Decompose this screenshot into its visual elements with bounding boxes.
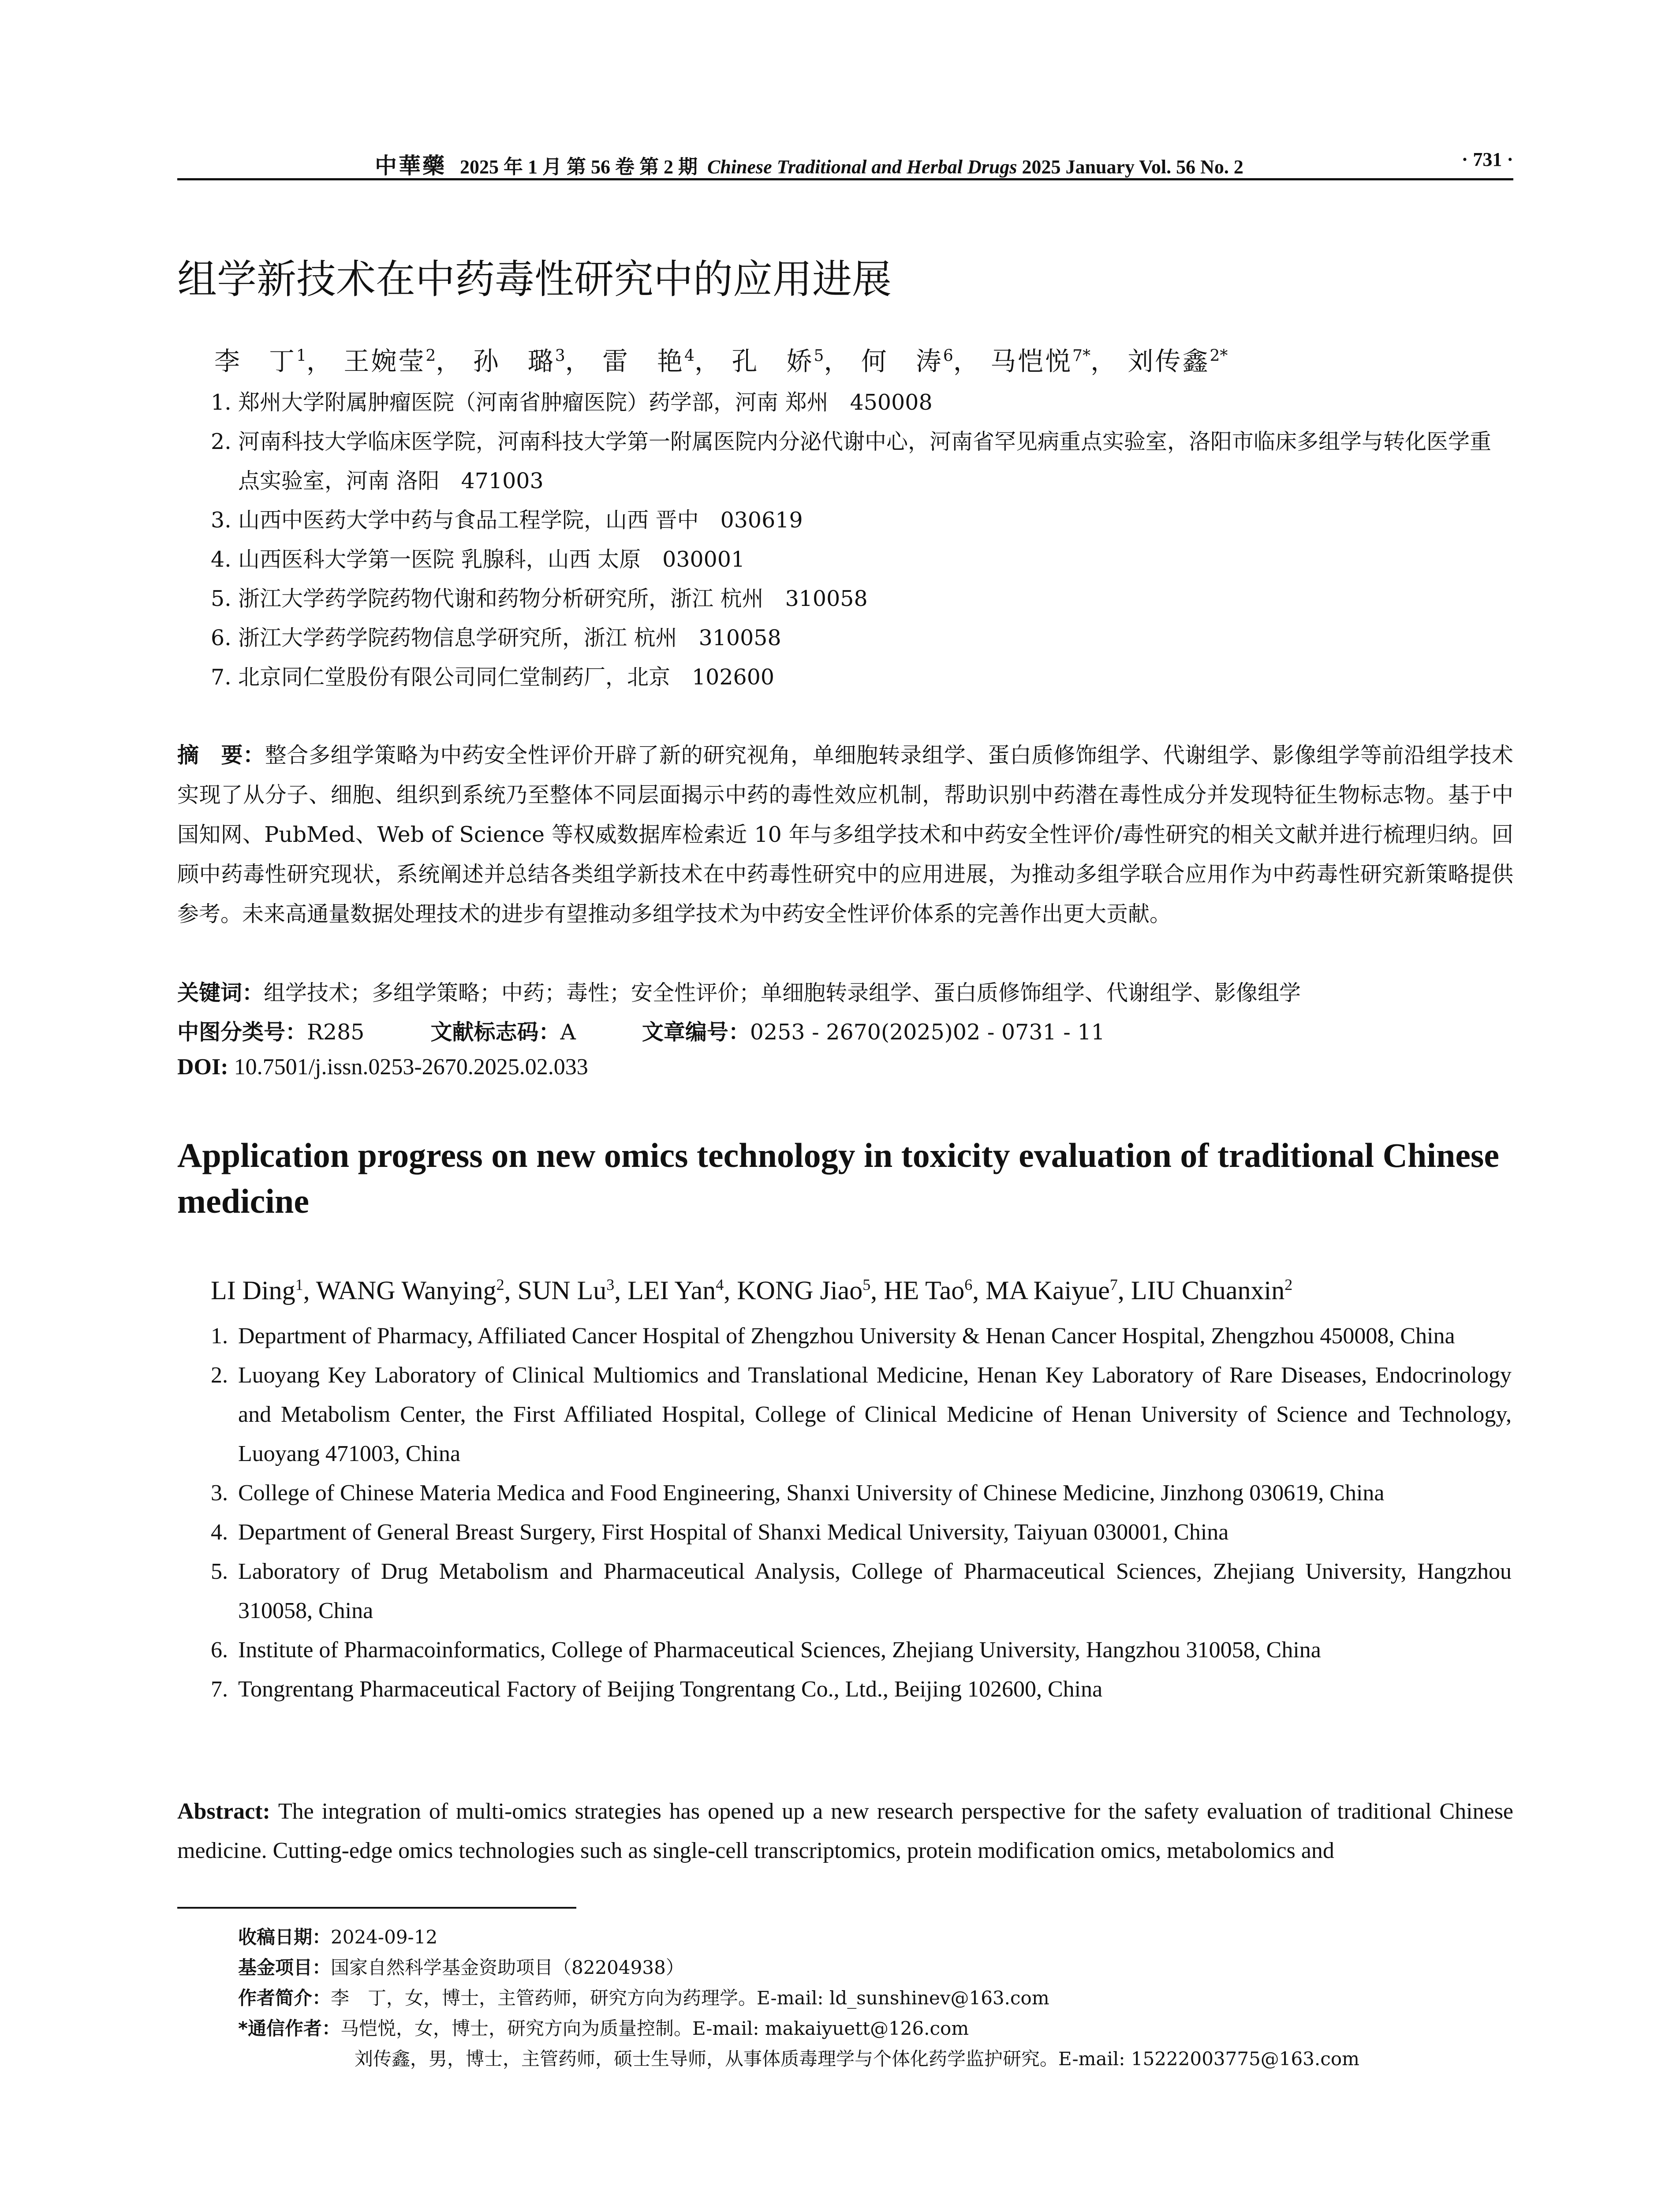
author-name: 孔 娇 — [732, 346, 814, 376]
en-abstract — [177, 1792, 1513, 1870]
affiliation-item — [211, 658, 1512, 697]
affiliation-number: 1. — [211, 1323, 228, 1349]
affiliation-number: 6. — [211, 1637, 228, 1663]
affiliation-text: Department of Pharmacy, Affiliated Cancer Hospital of Zhengzhou University & Henan Cancer Hospital, Zhengzhou 450008, China — [238, 1323, 1455, 1349]
cn-abstract-text: 整合多组学策略为中药安全性评价开辟了新的研究视角，单细胞转录组学、蛋白质修饰组学、代谢组学、影像组学等前沿组学技术实现了从分子、细胞、组织到系统乃至整体不同层面揭示中药的毒性效应机制，帮助识别中药潜在毒性成分并发现特征生物标志物。基于中国知网、PubMed、Web of Science 等权威数据库检索近 10 年与多组学技术和中药安全性评价/毒性研究的相关文献并进行梳理归纳。回顾中药毒性研究现状，系统阐述并总结各类组学新技术在中药毒性研究中的应用进展，为推动多组学联合应用作为中药毒性研究新策略提供参考。未来高通量数据处理技术的进步有望推动多组学技术为中药安全性评价体系的完善作出更大贡献。 — [177, 743, 1513, 927]
author-affiliation-mark: 7* — [1072, 347, 1091, 365]
affiliation-number: 4. — [211, 1520, 228, 1545]
affiliation-item — [211, 501, 1512, 540]
author-name: KONG Jiao — [737, 1276, 863, 1305]
en-title: Application progress on new omics technology in toxicity evaluation of traditional Chinese medicine — [177, 1136, 1500, 1220]
bio-label: 作者简介： — [238, 1987, 331, 2009]
clc-value: R285 — [307, 1020, 365, 1045]
corr-label: *通信作者： — [238, 2018, 340, 2039]
affiliation-number: 6. — [211, 625, 231, 650]
affiliation-number: 2. — [211, 429, 231, 454]
affiliation-number: 3. — [211, 1480, 228, 1506]
article-no-label: 文章编号： — [642, 1020, 750, 1045]
author-name: 雷 艳 — [602, 346, 685, 376]
author-name: MA Kaiyue — [986, 1276, 1110, 1305]
en-abstract-label: Abstract: — [177, 1799, 270, 1824]
doc-code-label: 文献标志码： — [430, 1020, 560, 1045]
author-name: WANG Wanying — [316, 1276, 497, 1305]
author-affiliation-mark: 1 — [295, 1276, 303, 1293]
affiliation-text: Tongrentang Pharmaceutical Factory of Beijing Tongrentang Co., Ltd., Beijing 102600, China — [238, 1677, 1103, 1702]
author-affiliation-mark: 5 — [814, 347, 824, 365]
author-name: 刘传鑫 — [1127, 346, 1210, 376]
page-number: · 731 · — [1461, 149, 1513, 170]
affiliation-item — [211, 540, 1512, 579]
cn-abstract-label: 摘 要： — [177, 743, 265, 768]
affiliation-number: 7. — [211, 1677, 228, 1702]
affiliation-text: 山西中医药大学中药与食品工程学院，山西 晋中 030619 — [238, 508, 803, 533]
affiliation-item — [211, 1356, 1512, 1473]
cn-author-list: 李 丁$^1$， 王婉莹$^2$， 孙 璐$^3$， 雷 艳$^4$， 孔 娇$^5$， 何 涛$^6$， 马恺悦$^{7*}$， 刘传鑫$^{2*}$ — [214, 346, 1228, 376]
author-name: LIU Chuanxin — [1131, 1276, 1285, 1305]
affiliation-item — [211, 383, 1512, 422]
author-name: 王婉莹 — [343, 346, 426, 376]
affiliation-number: 5. — [211, 586, 231, 611]
author-name: LEI Yan — [627, 1276, 716, 1305]
affiliation-item — [211, 1552, 1512, 1630]
footnotes — [238, 1922, 1359, 2074]
author-affiliation-mark: 3 — [555, 347, 565, 365]
author-name: SUN Lu — [517, 1276, 607, 1305]
journal-name-en: Chinese Traditional and Herbal Drugs — [707, 156, 1017, 178]
cn-keywords-text: 组学技术；多组学策略；中药；毒性；安全性评价；单细胞转录组学、蛋白质修饰组学、代谢组学、影像组学 — [264, 980, 1301, 1005]
affiliation-text: Luoyang Key Laboratory of Clinical Multiomics and Translational Medicine, Henan Key Laboratory of Rare Diseases, Endocrinology and Metabolism Center, the First Affiliated Hospital, College of Clinical Medicine of Henan University of Science and Technology, Luoyang 471003, China — [238, 1363, 1512, 1466]
affiliation-text: Institute of Pharmacoinformatics, College of Pharmaceutical Sciences, Zhejiang University, Hangzhou 310058, China — [238, 1637, 1321, 1663]
author-affiliation-mark: 5 — [862, 1276, 871, 1293]
corr-value-1: 马恺悦，女，博士，研究方向为质量控制。E-mail: makaiyuett@126.com — [340, 2018, 969, 2039]
author-affiliation-mark: 2* — [1210, 347, 1228, 365]
author-name: 何 涛 — [861, 346, 943, 376]
issue-en: 2025 January Vol. 56 No. 2 — [1022, 156, 1243, 178]
doi — [177, 1054, 588, 1080]
cn-title: 组学新技术在中药毒性研究中的应用进展 — [177, 256, 892, 303]
affiliation-item — [211, 422, 1512, 501]
author-affiliation-mark: 4 — [684, 347, 694, 365]
affiliation-item — [211, 1630, 1512, 1670]
author-name: 李 丁 — [214, 346, 297, 376]
fund-label: 基金项目： — [238, 1957, 331, 1978]
affiliation-item — [211, 1316, 1512, 1356]
affiliation-item — [211, 1513, 1512, 1552]
author-name: LI Ding — [211, 1276, 295, 1305]
footnote-divider — [177, 1907, 576, 1909]
affiliation-text: College of Chinese Materia Medica and Food Engineering, Shanxi University of Chinese Medicine, Jinzhong 030619, China — [238, 1480, 1385, 1506]
author-bio — [238, 1983, 1359, 2013]
en-author-list: LI Ding$^1$, WANG Wanying$^2$, SUN Lu$^3$, LEI Yan$^4$, KONG Jiao$^5$, HE Tao$^6$, MA Kaiyue$^7$, LIU Chuanxin$^2$ — [211, 1276, 1293, 1305]
en-abstract-text: The integration of multi-omics strategies has opened up a new research perspective for the safety evaluation of traditional Chinese medicine. Cutting-edge omics technologies such as single-cell transcriptomics, protein modification omics, metabolomics and — [177, 1799, 1514, 1863]
affiliation-number: 1. — [211, 390, 231, 415]
doi-label: DOI: — [177, 1054, 228, 1080]
author-affiliation-mark: 7 — [1109, 1276, 1118, 1293]
corresponding-author — [238, 2013, 1359, 2044]
affiliation-text: Laboratory of Drug Metabolism and Pharmaceutical Analysis, College of Pharmaceutical Sciences, Zhejiang University, Hangzhou 310058, China — [238, 1559, 1512, 1623]
corr-value-2: 刘传鑫，男，博士，主管药师，硕士生导师，从事体质毒理学与个体化药学监护研究。E-mail: 15222003775@163.com — [355, 2048, 1359, 2070]
affiliation-number: 3. — [211, 508, 231, 533]
affiliation-item — [211, 579, 1512, 618]
author-name: 孙 璐 — [473, 346, 555, 376]
clc-label: 中图分类号： — [177, 1020, 307, 1045]
author-affiliation-mark: 2 — [426, 347, 436, 365]
affiliation-number: 7. — [211, 665, 231, 690]
running-header — [177, 145, 1513, 180]
doi-link[interactable]: 10.7501/j.issn.0253-2670.2025.02.033 — [234, 1054, 588, 1080]
affiliation-number: 5. — [211, 1559, 228, 1584]
affiliation-text: 浙江大学药学院药物信息学研究所，浙江 杭州 310058 — [238, 625, 781, 650]
corresponding-author-2 — [238, 2044, 1359, 2074]
affiliation-number: 4. — [211, 547, 231, 572]
affiliation-text: 郑州大学附属肿瘤医院（河南省肿瘤医院）药学部，河南 郑州 450008 — [238, 390, 933, 415]
journal-logo: 中華藥 — [375, 153, 446, 178]
received-value: 2024-09-12 — [331, 1926, 438, 1948]
affiliation-text: 河南科技大学临床医学院，河南科技大学第一附属医院内分泌代谢中心，河南省罕见病重点实验室，洛阳市临床多组学与转化医学重点实验室，河南 洛阳 471003 — [238, 429, 1492, 493]
journal-issue-line — [375, 148, 1243, 180]
cn-keywords — [177, 976, 1301, 1007]
received-date — [238, 1922, 1359, 1952]
author-name: 马恺悦 — [990, 346, 1073, 376]
cn-keywords-label: 关键词： — [177, 980, 264, 1005]
received-label: 收稿日期： — [238, 1926, 331, 1948]
cn-classification — [177, 1015, 1105, 1046]
author-affiliation-mark: 3 — [606, 1276, 615, 1293]
author-affiliation-mark: 6 — [964, 1276, 973, 1293]
author-affiliation-mark: 2 — [1284, 1276, 1293, 1293]
author-affiliation-mark: 2 — [496, 1276, 504, 1293]
affiliation-text: 山西医科大学第一医院 乳腺科，山西 太原 030001 — [238, 547, 745, 572]
issue-cn: 2025 年 1 月 第 56 卷 第 2 期 — [460, 156, 698, 178]
cn-abstract — [177, 736, 1513, 934]
affiliation-text: Department of General Breast Surgery, First Hospital of Shanxi Medical University, Taiyuan 030001, China — [238, 1520, 1229, 1545]
doc-code-value: A — [560, 1020, 576, 1045]
affiliation-item — [211, 618, 1512, 658]
author-affiliation-mark: 4 — [716, 1276, 724, 1293]
author-affiliation-mark: 6 — [943, 347, 953, 365]
affiliation-number: 2. — [211, 1363, 228, 1388]
affiliation-item — [211, 1670, 1512, 1709]
author-name: HE Tao — [884, 1276, 965, 1305]
affiliation-text: 北京同仁堂股份有限公司同仁堂制药厂，北京 102600 — [238, 665, 775, 690]
fund — [238, 1952, 1359, 1983]
affiliation-item — [211, 1473, 1512, 1513]
cn-affiliation-list — [211, 383, 1512, 697]
fund-value: 国家自然科学基金资助项目（82204938） — [331, 1957, 684, 1978]
affiliation-text: 浙江大学药学院药物代谢和药物分析研究所，浙江 杭州 310058 — [238, 586, 868, 611]
article-no-value: 0253 - 2670(2025)02 - 0731 - 11 — [750, 1020, 1105, 1045]
en-affiliation-list — [211, 1316, 1512, 1709]
author-affiliation-mark: 1 — [296, 347, 306, 365]
bio-value: 李 丁，女，博士，主管药师，研究方向为药理学。E-mail: ld_sunshinev@163.com — [331, 1987, 1049, 2009]
